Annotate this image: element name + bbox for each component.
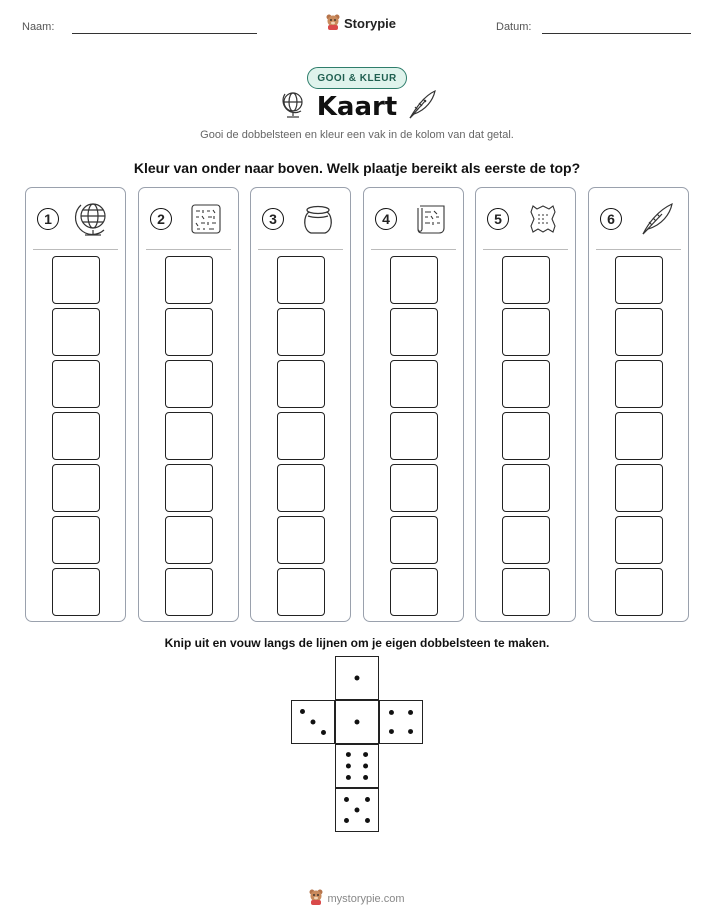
color-box[interactable]: [52, 568, 100, 616]
color-box[interactable]: [390, 464, 438, 512]
pot-icon: [299, 200, 337, 238]
color-box[interactable]: [52, 464, 100, 512]
color-box[interactable]: [165, 516, 213, 564]
footer: [0, 889, 714, 908]
brand-logo: [326, 14, 396, 33]
color-box[interactable]: [502, 568, 550, 616]
color-box[interactable]: [390, 308, 438, 356]
bear-icon: [326, 14, 340, 33]
color-box[interactable]: [165, 412, 213, 460]
color-box[interactable]: [165, 464, 213, 512]
column-number: 3: [262, 208, 284, 230]
dice-instruction: Knip uit en vouw langs de lijnen om je eigen dobbelsteen te maken.: [164, 636, 550, 650]
subtitle: Gooi de dobbelsteen en kleur een vak in de kolom van dat getal.: [200, 129, 514, 141]
column-number: 6: [600, 208, 622, 230]
color-box[interactable]: [502, 464, 550, 512]
bear-icon: [309, 889, 323, 908]
color-box[interactable]: [52, 516, 100, 564]
dice-face-3: [291, 700, 335, 744]
column-6: [588, 187, 689, 622]
color-box[interactable]: [615, 308, 663, 356]
color-box[interactable]: [277, 464, 325, 512]
scroll-map-icon: [412, 200, 450, 238]
name-label: Naam:: [22, 21, 55, 33]
color-box[interactable]: [502, 412, 550, 460]
color-box[interactable]: [277, 360, 325, 408]
color-box[interactable]: [390, 360, 438, 408]
color-box[interactable]: [277, 308, 325, 356]
column-divider: [596, 249, 681, 250]
color-box[interactable]: [52, 360, 100, 408]
color-box[interactable]: [165, 256, 213, 304]
column-divider: [146, 249, 231, 250]
column-5: [475, 187, 576, 622]
color-box[interactable]: [390, 516, 438, 564]
footer-url: mystorypie.com: [327, 892, 405, 905]
color-box[interactable]: [390, 568, 438, 616]
name-line[interactable]: [72, 33, 257, 34]
color-box[interactable]: [502, 308, 550, 356]
column-3: [250, 187, 351, 622]
color-box[interactable]: [165, 308, 213, 356]
date-label: Datum:: [496, 21, 532, 33]
color-box[interactable]: [615, 360, 663, 408]
color-box[interactable]: [277, 568, 325, 616]
color-box[interactable]: [615, 256, 663, 304]
page-title: Kaart: [316, 92, 398, 122]
dice-face-5: [335, 788, 379, 832]
quill-icon: [404, 88, 438, 122]
color-box[interactable]: [615, 568, 663, 616]
color-box[interactable]: [277, 412, 325, 460]
color-box[interactable]: [52, 256, 100, 304]
color-box[interactable]: [165, 360, 213, 408]
column-number: 4: [375, 208, 397, 230]
column-divider: [258, 249, 343, 250]
column-1: [25, 187, 126, 622]
color-box[interactable]: [52, 308, 100, 356]
color-box[interactable]: [277, 516, 325, 564]
color-box[interactable]: [277, 256, 325, 304]
column-number: 1: [37, 208, 59, 230]
color-box[interactable]: [165, 568, 213, 616]
dice-face-1: [335, 656, 379, 700]
color-box[interactable]: [52, 412, 100, 460]
column-2: [138, 187, 239, 622]
color-box[interactable]: [615, 412, 663, 460]
column-4: [363, 187, 464, 622]
dice-face-1: [335, 700, 379, 744]
color-box[interactable]: [390, 256, 438, 304]
color-box[interactable]: [615, 516, 663, 564]
column-divider: [483, 249, 568, 250]
color-box[interactable]: [390, 412, 438, 460]
dice-face-4: [379, 700, 423, 744]
color-box[interactable]: [502, 516, 550, 564]
instruction-text: Kleur van onder naar boven. Welk plaatje bereikt als eerste de top?: [133, 160, 581, 176]
date-line[interactable]: [542, 33, 691, 34]
hieroglyph-tablet-icon: [187, 200, 225, 238]
column-divider: [33, 249, 118, 250]
color-box[interactable]: [502, 256, 550, 304]
color-box[interactable]: [615, 464, 663, 512]
dice-face-6: [335, 744, 379, 788]
column-number: 5: [487, 208, 509, 230]
column-number: 2: [150, 208, 172, 230]
brand-name: Storypie: [344, 16, 397, 31]
activity-badge: GOOI & KLEUR: [307, 67, 407, 89]
parchment-icon: [524, 200, 562, 238]
color-box[interactable]: [502, 360, 550, 408]
quill-icon: [637, 200, 675, 238]
globe-icon: [74, 200, 112, 238]
column-divider: [371, 249, 456, 250]
